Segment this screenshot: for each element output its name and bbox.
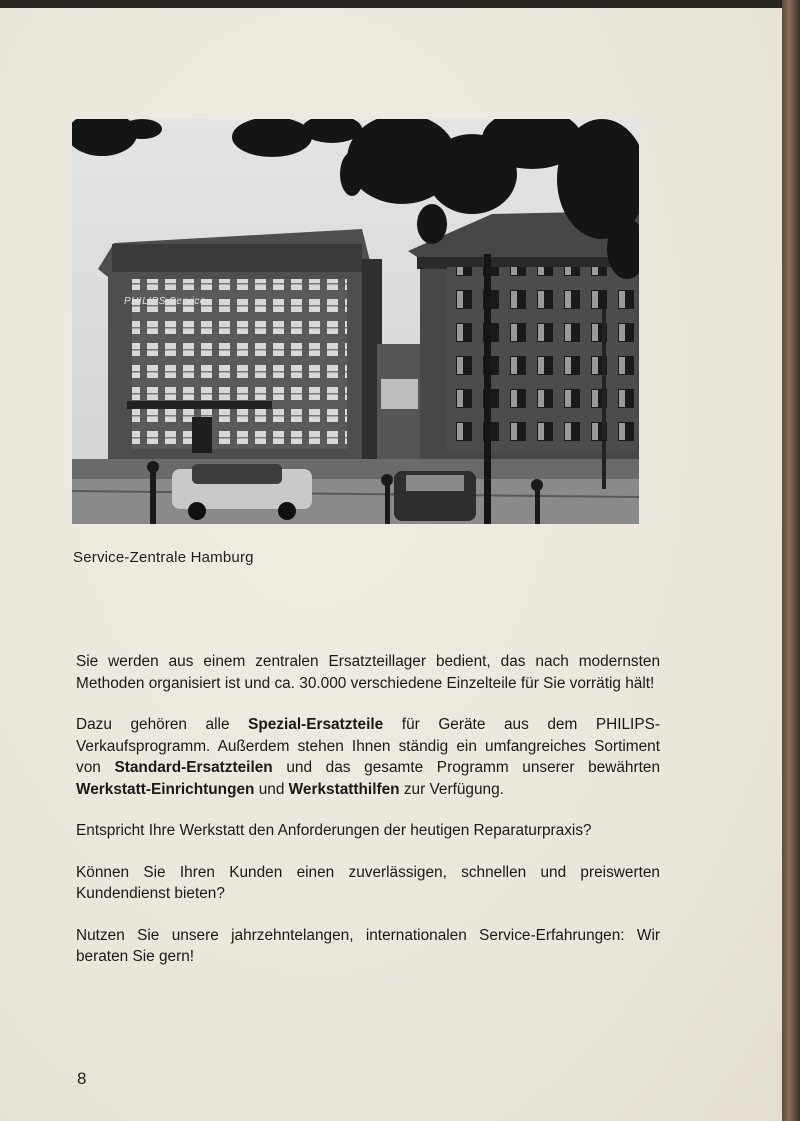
paragraph-offer: Nutzen Sie unsere jahrzehntelangen, internationalen Service-Erfahrungen: Wir beraten Sie gern! bbox=[76, 926, 660, 965]
photo-sign-text: PHILIPS Service bbox=[124, 296, 206, 307]
book-spine bbox=[782, 0, 800, 1121]
paragraph-program bbox=[76, 714, 660, 800]
text-span: und bbox=[254, 780, 289, 798]
body-text bbox=[76, 651, 660, 988]
page-number: 8 bbox=[77, 1069, 87, 1088]
text-span: für Geräte aus dem PHILIPS-Verkaufsprogramm. Außerdem stehen Ihnen ständig ein umfangreiches Sortiment von bbox=[76, 716, 660, 776]
text-span: und das gesamte Programm unserer bewährten bbox=[272, 759, 660, 776]
text-span: zur Verfügung. bbox=[399, 780, 504, 798]
paragraph-warehouse: Sie werden aus einem zentralen Ersatzteillager bedient, das nach modernsten Methoden organisiert ist und ca. 30.000 verschiedene Einzelteile für Sie vorrätig hält! bbox=[76, 653, 660, 692]
photo-caption: Service-Zentrale Hamburg bbox=[73, 549, 254, 566]
text-span: Dazu gehören alle bbox=[76, 716, 249, 733]
bold-term: Spezial-Ersatzteile bbox=[248, 716, 384, 733]
bold-term: Werkstatt-Einrichtungen bbox=[76, 780, 255, 798]
paragraph-question-service: Können Sie Ihren Kunden einen zuverlässigen, schnellen und preiswerten Kundendienst bieten? bbox=[76, 863, 660, 902]
paragraph-question-workshop: Entspricht Ihre Werkstatt den Anforderungen der heutigen Reparaturpraxis? bbox=[76, 822, 592, 839]
bold-term: Standard-Ersatzteilen bbox=[114, 759, 273, 776]
bold-term: Werkstatthilfen bbox=[288, 780, 400, 798]
building-photo bbox=[72, 119, 639, 524]
